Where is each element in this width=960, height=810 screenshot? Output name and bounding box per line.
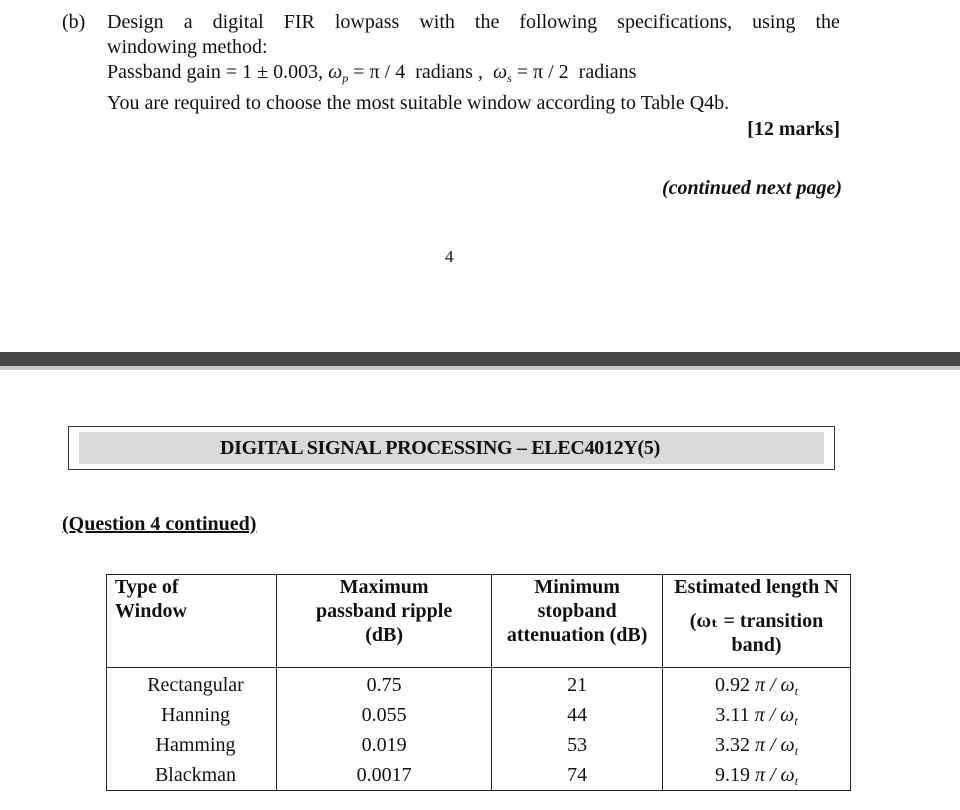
course-title: DIGITAL SIGNAL PROCESSING – ELEC4012Y(5) [79,432,824,464]
cell-attenuation: 44 [492,700,663,730]
omega-s-subscript: s [507,71,512,85]
word: a [183,11,193,33]
header-length: Estimated length N (ωₜ = transition band) [663,575,851,668]
question-line-4: You are required to choose the most suitable window according to Table Q4b. [107,92,730,114]
word: Design [107,11,164,33]
header-type: Type of Window [107,575,277,668]
table-row [107,700,851,730]
table-row [107,668,851,701]
cell-ripple: 0.75 [277,668,492,701]
omega-s-symbol: ω [492,61,508,83]
passband-prefix: Passband gain = 1 ± 0.003, [107,61,329,83]
course-header [68,426,835,470]
word: following [519,11,598,33]
word: FIR [283,11,315,33]
word: using [752,11,796,33]
page-separator [0,352,960,366]
question-line-2: windowing method: [107,36,268,58]
table-row [107,730,851,760]
cell-ripple: 0.055 [277,700,492,730]
omega-s-value: = π / 2 radians [511,61,637,83]
omega-p-symbol: ω [328,61,343,83]
cell-type: Hamming [107,730,277,760]
word: the [815,11,840,33]
cell-length: 0.92 π / $\omega_t$ [663,668,851,701]
header-attenuation: Minimum stopband attenuation (dB) [492,575,663,668]
cell-type: Hanning [107,700,277,730]
section-continued-label: (Question 4 continued) [62,513,257,535]
word: the [474,11,500,33]
word: with [419,11,455,33]
omega-p-subscript: p [342,71,349,85]
omega-p-value: = π / 4 radians , [348,61,493,83]
cell-ripple: 0.0017 [277,760,492,791]
cell-attenuation: 74 [492,760,663,791]
table-row [107,760,851,791]
page-number: 4 [445,247,454,266]
cell-attenuation: 21 [492,668,663,701]
question-line-1 [107,10,840,35]
cell-type: Rectangular [107,668,277,701]
cell-attenuation: 53 [492,730,663,760]
window-table [106,574,851,791]
word: specifications, [617,11,733,33]
question-part-label: (b) [62,11,86,33]
marks-label: [12 marks] [747,118,840,140]
cell-type: Blackman [107,760,277,791]
cell-length: 3.32 π / $\omega_t$ [663,730,851,760]
passband-spec [107,60,636,85]
cell-length: 3.11 π / $\omega_t$ [663,700,851,730]
header-ripple: Maximum passband ripple (dB) [277,575,492,668]
continued-note: (continued next page) [662,177,842,199]
word: lowpass [334,11,400,33]
cell-ripple: 0.019 [277,730,492,760]
cell-length: 9.19 π / $\omega_t$ [663,760,851,791]
word: digital [212,11,264,33]
table-header-row [107,575,851,668]
page-separator-shadow [0,366,960,370]
